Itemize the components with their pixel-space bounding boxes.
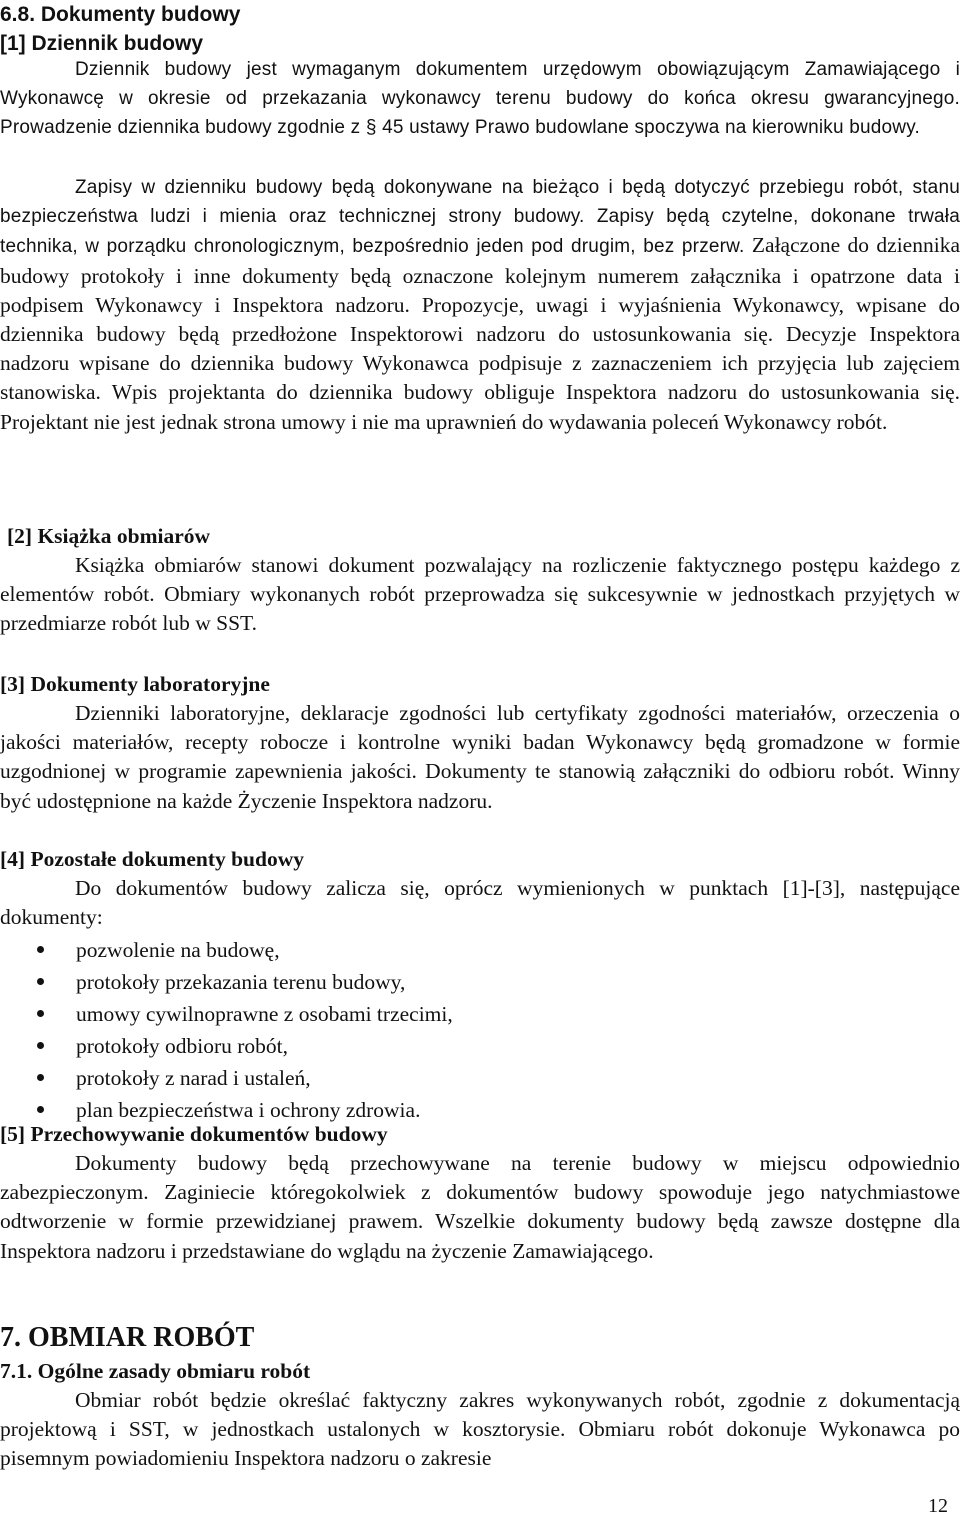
- paragraph: Książka obmiarów stanowi dokument pozwalający na rozliczenie faktycznego postępu każdego z elementów robót. Obmiary wykonanych robót przeprowadza się sukcesywnie w jednostkach przyjętych w przedmiarze robót lub w SST.: [0, 553, 960, 636]
- diary-paragraph-2: [0, 173, 960, 437]
- list-item: plan bezpieczeństwa i ochrony zdrowia.: [0, 1094, 960, 1126]
- subsection-title: [2] Książka obmiarów: [7, 524, 211, 548]
- section-storage: [0, 1120, 960, 1266]
- bullet-icon: [37, 1042, 44, 1049]
- page-number: 12: [928, 1495, 948, 1517]
- paragraph: Dzienniki laboratoryjne, deklaracje zgodności lub certyfikaty zgodności materiałów, orzeczenia o jakości materiałów, recepty robocze i kontrolne wyniki badan Wykonawcy będą gromadzone w formie uzgodnionej w programie zapewnienia jakości. Dokumenty te stanowią załączniki do odbioru robót. Winny być udostępnione na każde Życzenie Inspektora nadzoru.: [0, 701, 960, 813]
- paragraph: Dziennik budowy jest wymaganym dokumentem urzędowym obowiązującym Zamawiającego i Wykonawcę w okresie od przekazania wykonawcy terenu budowy do końca okresu gwarancyjnego. Prowadzenie dziennika budowy zgodnie z § 45 ustawy Prawo budowlane spoczywa na kierowniku budowy.: [0, 59, 960, 139]
- paragraph: Obmiar robót będzie określać faktyczny zakres wykonywanych robót, zgodnie z dokumentacją projektową i SST, w jednostkach ustalonych w kosztorysie. Obmiaru robót dokonuje Wykonawca po pisemnym powiadomieniu Inspektora nadzoru o zakresie: [0, 1388, 960, 1471]
- bullet-icon: [37, 946, 44, 953]
- subsection-title-diary: [1] Dziennik budowy: [0, 32, 204, 55]
- section-other-documents: [0, 845, 960, 1126]
- bullet-icon: [37, 1010, 44, 1017]
- list-item: protokoły z narad i ustaleń,: [0, 1062, 960, 1094]
- list-item: protokoły przekazania terenu budowy,: [0, 966, 960, 998]
- subsection-title: [3] Dokumenty laboratoryjne: [0, 672, 270, 696]
- subsection-title: [5] Przechowywanie dokumentów budowy: [0, 1122, 388, 1146]
- documents-list: [0, 934, 960, 1126]
- bullet-icon: [37, 978, 44, 985]
- paragraph-part-serif: Załączone do dziennika budowy protokoły i inne dokumenty będą oznaczone kolejnym numerem załącznika i opatrzone data i podpisem Wykonawcy i Inspektora nadzoru. Propozycje, uwagi i wyjaśnienia Wykonawcy, wpisane do dziennika budowy będą przedłożone Inspektorowi nadzoru do ustosunkowania się. Decyzje Inspektora nadzoru wpisane do dziennika budowy Wykonawca podpisuje z zaznaczeniem ich przyjęcia lub zajęciem stanowiska. Wpis projektanta do dziennika budowy obliguje Inspektora nadzoru do ustosunkowania się. Projektant nie jest jednak strona umowy i nie ma uprawnień do wydawania poleceń Wykonawcy robót.: [0, 233, 960, 434]
- section-title: 6.8. Dokumenty budowy: [0, 3, 241, 26]
- list-item: protokoły odbioru robót,: [0, 1030, 960, 1062]
- section-lab-documents: [0, 670, 960, 816]
- paragraph: Do dokumentów budowy zalicza się, oprócz wymienionych w punktach [1]-[3], następujące dokumenty:: [0, 876, 960, 930]
- paragraph-part-sans: Zapisy w dzienniku budowy będą dokonywane na bieżąco i będą dotyczyć przebiegu robót, stanu bezpieczeństwa ludzi i mienia oraz technicznej strony budowy. Zapisy będą czytelne, dokonane trwała technika, w porządku chronologicznym, bezpośrednio jeden pod drugim, bez przerw.: [0, 177, 960, 258]
- bullet-icon: [37, 1106, 44, 1113]
- subsection-title: [4] Pozostałe dokumenty budowy: [0, 847, 305, 871]
- list-item: umowy cywilnoprawne z osobami trzecimi,: [0, 998, 960, 1030]
- section-measurement-book: [0, 522, 960, 639]
- paragraph: Dokumenty budowy będą przechowywane na terenie budowy w miejscu odpowiednio zabezpieczonym. Zaginiecie któregokolwiek z dokumentów budowy spowoduje jego natychmiastowe odtworzenie w formie przewidzianej prawem. Wszelkie dokumenty budowy będą zawsze dostępne dla Inspektora nadzoru i przedstawiane do wglądu na życzenie Zamawiającego.: [0, 1151, 960, 1263]
- bullet-icon: [37, 1074, 44, 1081]
- section-6-8: [0, 0, 960, 58]
- diary-paragraph-1: [0, 55, 960, 143]
- section-7-1: [0, 1357, 960, 1474]
- chapter-title: 7. OBMIAR ROBÓT: [0, 1322, 255, 1353]
- subsection-title: 7.1. Ogólne zasady obmiaru robót: [0, 1359, 311, 1383]
- list-item: pozwolenie na budowę,: [0, 934, 960, 966]
- paragraph: [0, 173, 960, 437]
- section-7: [0, 1322, 960, 1354]
